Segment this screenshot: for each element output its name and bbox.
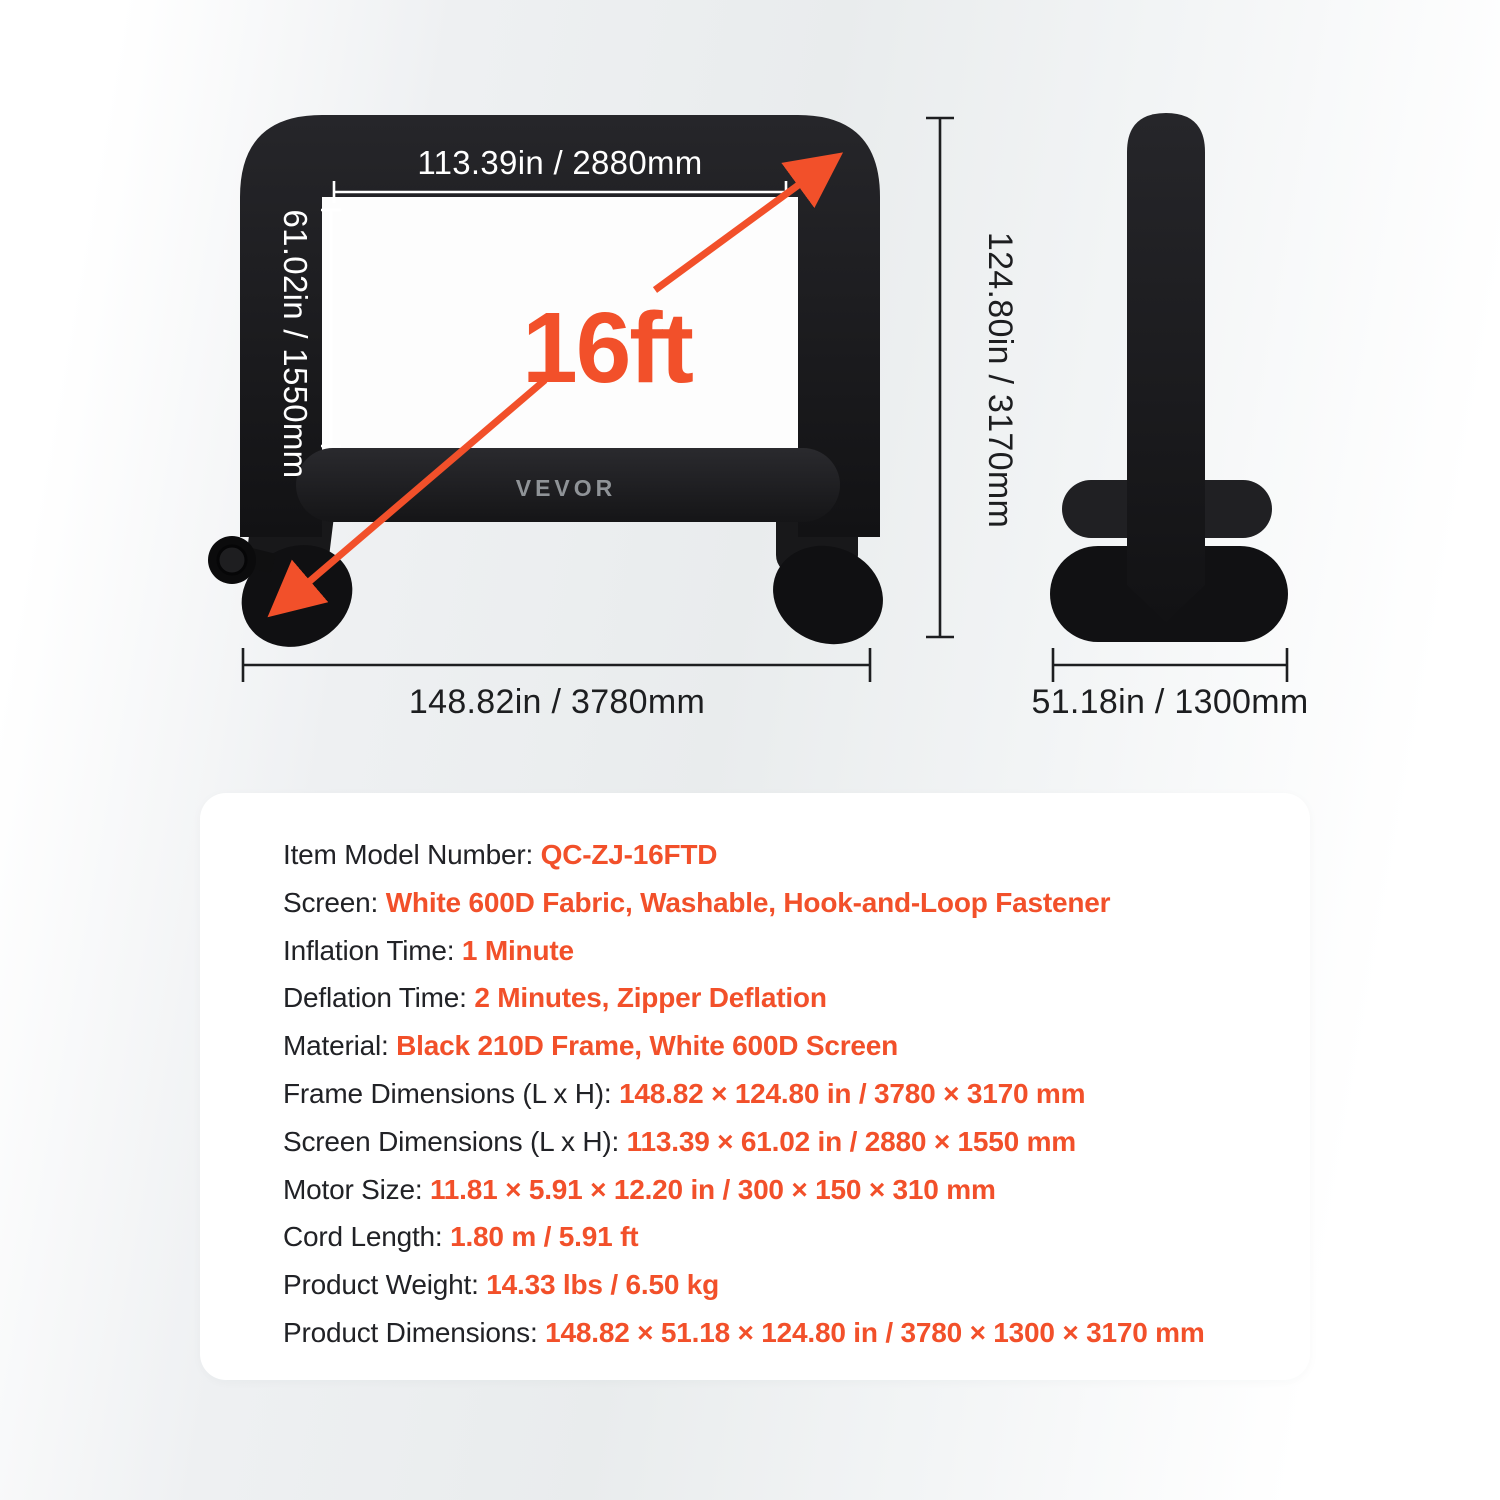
spec-row-screen (283, 879, 1270, 927)
spec-value: Black 210D Frame, White 600D Screen (396, 1030, 899, 1062)
spec-value: QC-ZJ-16FTD (540, 839, 718, 870)
total-height-dimension (926, 118, 1019, 637)
spec-label: Inflation Time: (283, 934, 462, 966)
total-width-label: 148.82in / 3780mm (408, 683, 706, 721)
spec-label: Motor Size: (283, 1173, 430, 1205)
spec-label: Screen Dimensions (L x H): (283, 1125, 627, 1157)
spec-label: Product Dimensions: (283, 1316, 546, 1348)
spec-row-screen-dimensions (283, 1118, 1270, 1166)
spec-value: 148.82 × 124.80 in / 3780 × 3170 mm (619, 1077, 1086, 1109)
diagonal-size-label: 16ft (522, 292, 692, 404)
spec-row-deflation-time (283, 974, 1270, 1022)
spec-value: 14.33 lbs / 6.50 kg (486, 1269, 720, 1301)
spec-row-cord-length (283, 1213, 1270, 1261)
spec-value: 1.80 m / 5.91 ft (450, 1221, 639, 1253)
depth-dimension (1032, 648, 1309, 721)
spec-row-inflation-time (283, 927, 1270, 975)
spec-label: Item Model Number: (283, 839, 541, 870)
screen-height-label: 61.02in / 1550mm (277, 209, 314, 479)
side-view (1032, 113, 1309, 721)
spec-value: 11.81 × 5.91 × 12.20 in / 300 × 150 × 310 mm (429, 1173, 996, 1205)
spec-label: Material: (283, 1030, 397, 1062)
spec-row-material (283, 1022, 1270, 1070)
spec-label: Frame Dimensions (L x H): (283, 1077, 620, 1109)
spec-row-product-weight (283, 1261, 1270, 1309)
spec-value: 2 Minutes, Zipper Deflation (474, 982, 827, 1014)
spec-label: Screen: (283, 886, 386, 918)
total-width-dimension (243, 648, 870, 721)
depth-label: 51.18in / 1300mm (1031, 683, 1309, 721)
front-view (208, 115, 1019, 721)
spec-label: Product Weight: (283, 1269, 487, 1301)
screen-height-dimension (277, 210, 341, 479)
total-height-label: 124.80in / 3170mm (981, 231, 1019, 529)
spec-value: 1 Minute (461, 934, 574, 966)
spec-value: White 600D Fabric, Washable, Hook-and-Loop Fastener (385, 886, 1111, 918)
spec-label: Deflation Time: (283, 982, 475, 1014)
spec-value: 113.39 × 61.02 in / 2880 × 1550 mm (626, 1125, 1077, 1157)
spec-value: 148.82 × 51.18 × 124.80 in / 3780 × 1300 × 3170 mm (545, 1316, 1205, 1348)
spec-row-product-dimensions (283, 1309, 1270, 1357)
side-pillar (1127, 113, 1205, 622)
screen-width-label: 113.39in / 2880mm (417, 144, 703, 181)
spec-row-motor-size (283, 1166, 1270, 1214)
spec-row-model (283, 831, 1270, 879)
spec-card (200, 793, 1310, 1380)
spec-row-frame-dimensions (283, 1070, 1270, 1118)
vevor-logo: VEVOR (515, 475, 617, 501)
spec-label: Cord Length: (283, 1221, 451, 1253)
